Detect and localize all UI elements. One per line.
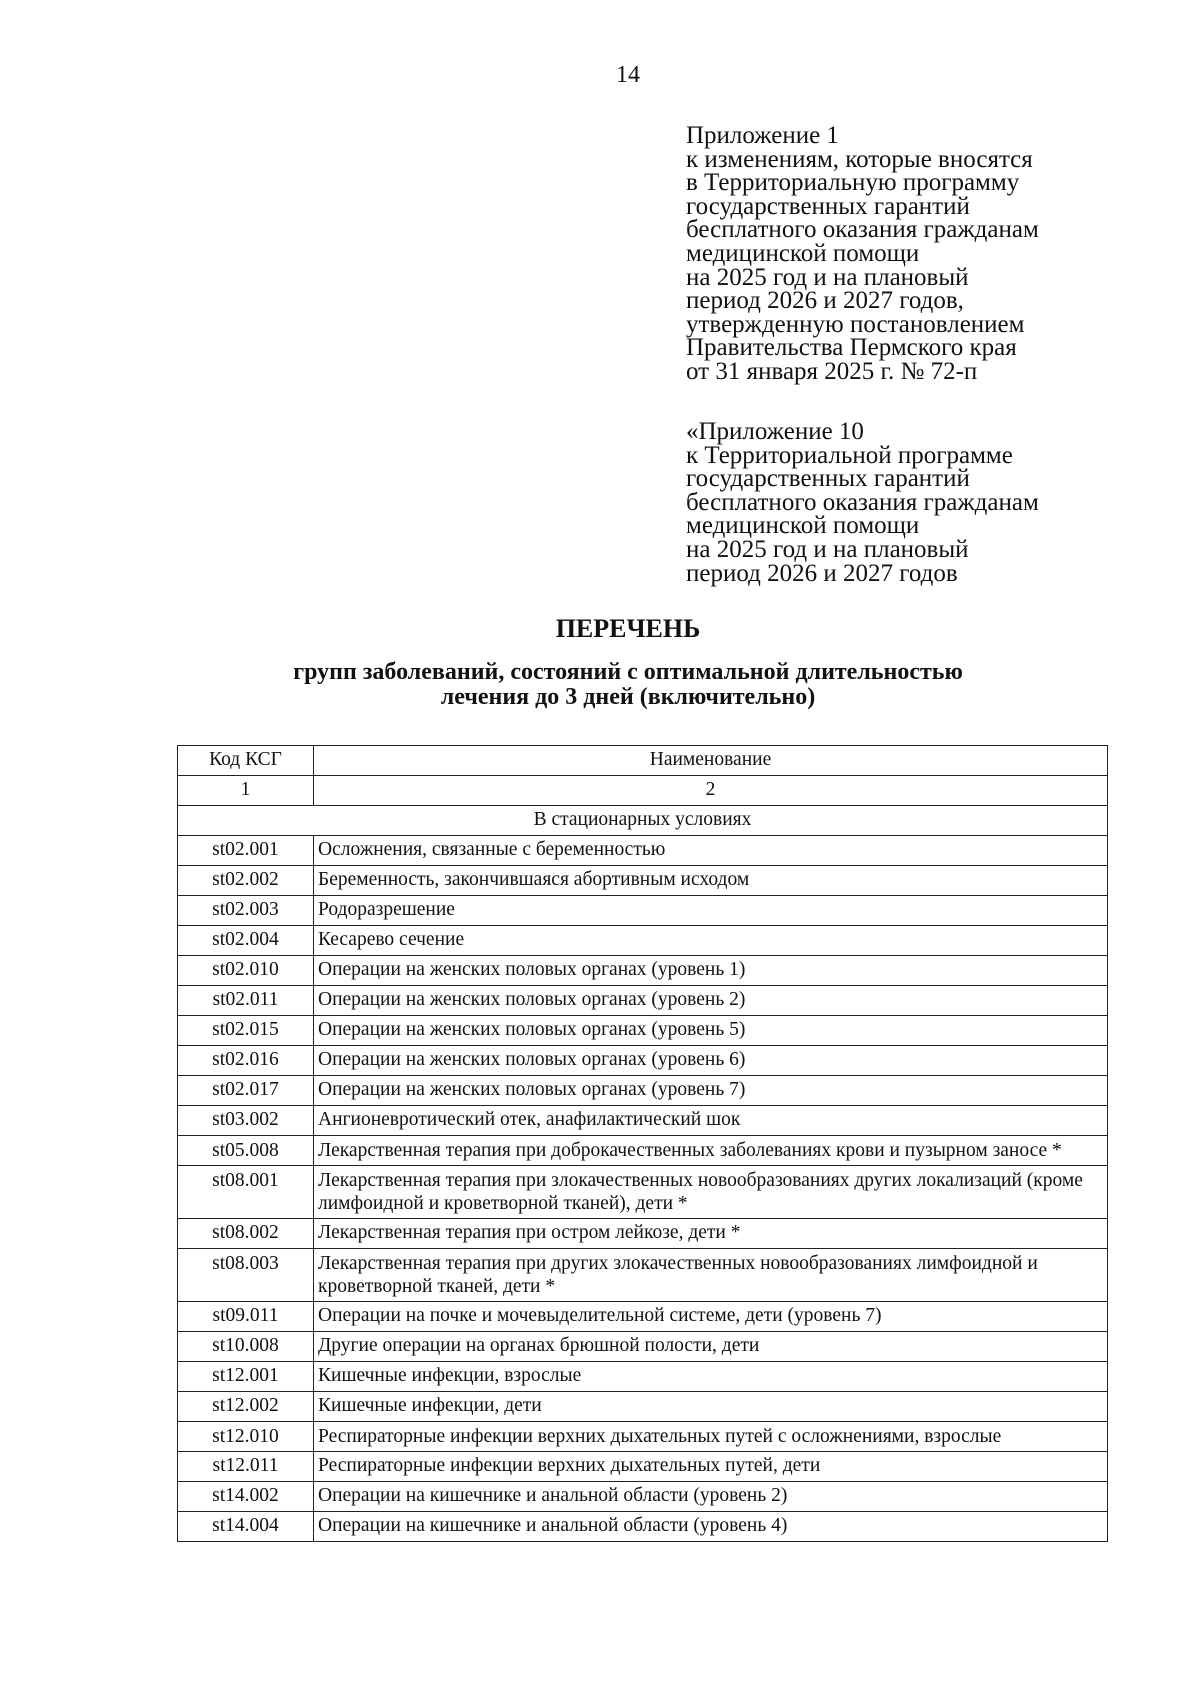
ksg-code-cell: st02.003 — [178, 896, 314, 926]
annex-1-line: к изменениям, которые вносятся — [686, 145, 1033, 173]
ksg-name-cell: Лекарственная терапия при злокачественных новообразованиях других локализаций (кроме лимфоидной и кроветворной тканей), дети * — [314, 1166, 1108, 1219]
table-row — [178, 1362, 1108, 1392]
annex-1-line: Правительства Пермского края — [686, 334, 1017, 362]
ksg-code-cell: st02.016 — [178, 1046, 314, 1076]
document-title: ПЕРЕЧЕНЬ — [555, 614, 701, 643]
subtitle-line: групп заболеваний, состояний с оптимальной длительностью — [293, 659, 963, 685]
ksg-name-cell: Операции на женских половых органах (уровень 5) — [314, 1016, 1108, 1046]
table-row — [178, 1249, 1108, 1302]
ksg-name-cell: Осложнения, связанные с беременностью — [314, 836, 1108, 866]
table-row — [178, 926, 1108, 956]
ksg-code-cell: st09.011 — [178, 1302, 314, 1332]
ksg-code-cell: st02.011 — [178, 986, 314, 1016]
annex-10-line: бесплатного оказания гражданам — [686, 488, 1039, 516]
ksg-code-cell: st10.008 — [178, 1332, 314, 1362]
ksg-code-cell: st12.001 — [178, 1362, 314, 1392]
annex-1-line: в Территориальную программу — [686, 169, 1020, 197]
ksg-code-cell: st12.002 — [178, 1392, 314, 1422]
annex-1-line: период 2026 и 2027 годов, — [686, 287, 964, 315]
ksg-code-cell: st12.011 — [178, 1452, 314, 1482]
ksg-code-cell: st02.002 — [178, 866, 314, 896]
annex-10-line: период 2026 и 2027 годов — [686, 559, 958, 587]
table-row — [178, 1166, 1108, 1219]
table-row — [178, 1452, 1108, 1482]
annex-1-line: от 31 января 2025 г. № 72-п — [686, 357, 978, 385]
ksg-name-cell: Операции на женских половых органах (уровень 2) — [314, 986, 1108, 1016]
ksg-code-cell: st08.001 — [178, 1166, 314, 1219]
ksg-code-cell: st08.003 — [178, 1249, 314, 1302]
section-row — [178, 806, 1108, 836]
ksg-code-cell: st14.004 — [178, 1512, 314, 1542]
table-row — [178, 1076, 1108, 1106]
header-code: Код КСГ — [178, 746, 314, 776]
annex-1-line: государственных гарантий — [686, 192, 970, 220]
table-row — [178, 1136, 1108, 1166]
annex-10-line: на 2025 год и на плановый — [686, 535, 969, 563]
ksg-name-cell: Ангионевротический отек, анафилактический шок — [314, 1106, 1108, 1136]
page-number: 14 — [616, 62, 640, 88]
table-row — [178, 986, 1108, 1016]
table-row — [178, 1106, 1108, 1136]
annex-1-line: на 2025 год и на плановый — [686, 263, 969, 291]
ksg-name-cell: Родоразрешение — [314, 896, 1108, 926]
annex-10-line: к Территориальной программе — [686, 441, 1013, 469]
table-row — [178, 1392, 1108, 1422]
table-row — [178, 1219, 1108, 1249]
annex-1-line: утвержденную постановлением — [686, 310, 1025, 338]
ksg-table — [177, 745, 1108, 1542]
annex-1-line: медицинской помощи — [686, 239, 920, 267]
document-subtitle — [0, 660, 1200, 710]
table-row — [178, 896, 1108, 926]
ksg-name-cell: Беременность, закончившаяся абортивным исходом — [314, 866, 1108, 896]
table-row — [178, 1512, 1108, 1542]
ksg-name-cell: Другие операции на органах брюшной полости, дети — [314, 1332, 1108, 1362]
ksg-name-cell: Операции на женских половых органах (уровень 1) — [314, 956, 1108, 986]
annex-10-line: медицинской помощи — [686, 512, 920, 540]
ksg-name-cell: Операции на почке и мочевыделительной системе, дети (уровень 7) — [314, 1302, 1108, 1332]
ksg-name-cell: Операции на кишечнике и анальной области (уровень 2) — [314, 1482, 1108, 1512]
annex-1-line: бесплатного оказания гражданам — [686, 216, 1039, 244]
ksg-name-cell: Кишечные инфекции, взрослые — [314, 1362, 1108, 1392]
ksg-name-cell: Операции на женских половых органах (уровень 7) — [314, 1076, 1108, 1106]
table-row — [178, 956, 1108, 986]
annex-10-block — [686, 420, 1156, 585]
ksg-code-cell: st14.002 — [178, 1482, 314, 1512]
ksg-code-cell: st02.017 — [178, 1076, 314, 1106]
ksg-code-cell: st08.002 — [178, 1219, 314, 1249]
table-row — [178, 1482, 1108, 1512]
ksg-name-cell: Кесарево сечение — [314, 926, 1108, 956]
ksg-name-cell: Операции на женских половых органах (уровень 6) — [314, 1046, 1108, 1076]
ksg-name-cell: Респираторные инфекции верхних дыхательных путей, дети — [314, 1452, 1108, 1482]
ksg-code-cell: st02.004 — [178, 926, 314, 956]
ksg-code-cell: st05.008 — [178, 1136, 314, 1166]
table-row — [178, 1422, 1108, 1452]
subtitle-line: лечения до 3 дней (включительно) — [440, 684, 816, 710]
annex-1-block — [686, 124, 1156, 384]
column-number: 2 — [314, 776, 1108, 806]
table-row — [178, 866, 1108, 896]
header-name: Наименование — [314, 746, 1108, 776]
table-row — [178, 836, 1108, 866]
annex-10-line: «Приложение 10 — [686, 418, 864, 445]
ksg-name-cell: Лекарственная терапия при других злокачественных новообразованиях лимфоидной и кроветворной тканей, дети * — [314, 1249, 1108, 1302]
ksg-code-cell: st02.015 — [178, 1016, 314, 1046]
column-number: 1 — [178, 776, 314, 806]
table-row — [178, 1332, 1108, 1362]
table-row — [178, 1302, 1108, 1332]
ksg-code-cell: st02.001 — [178, 836, 314, 866]
ksg-name-cell: Лекарственная терапия при доброкачественных заболеваниях крови и пузырном заносе * — [314, 1136, 1108, 1166]
ksg-name-cell: Респираторные инфекции верхних дыхательных путей с осложнениями, взрослые — [314, 1422, 1108, 1452]
table-row — [178, 1016, 1108, 1046]
table-header-row — [178, 746, 1108, 776]
ksg-code-cell: st12.010 — [178, 1422, 314, 1452]
section-label: В стационарных условиях — [178, 806, 1108, 836]
ksg-code-cell: st03.002 — [178, 1106, 314, 1136]
annex-10-line: государственных гарантий — [686, 465, 970, 493]
ksg-name-cell: Операции на кишечнике и анальной области (уровень 4) — [314, 1512, 1108, 1542]
ksg-name-cell: Кишечные инфекции, дети — [314, 1392, 1108, 1422]
ksg-name-cell: Лекарственная терапия при остром лейкозе, дети * — [314, 1219, 1108, 1249]
table-row — [178, 1046, 1108, 1076]
ksg-code-cell: st02.010 — [178, 956, 314, 986]
annex-1-line: Приложение 1 — [686, 122, 839, 149]
column-numbering-row — [178, 776, 1108, 806]
